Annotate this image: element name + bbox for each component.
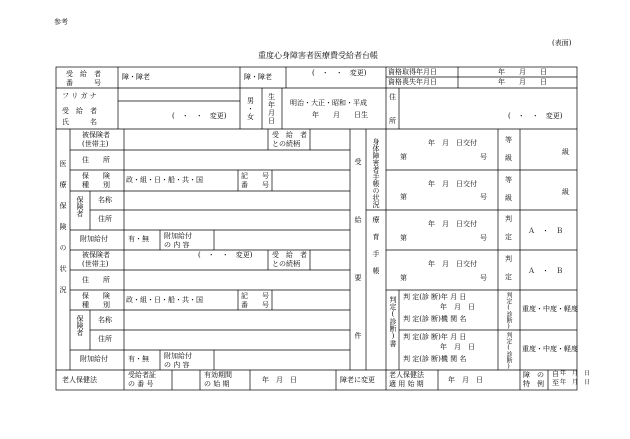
dob-value: 年 月 日生	[312, 111, 368, 119]
symbol-no-label-2: 記 号 番 号	[241, 292, 269, 309]
insurer-name-label-1: 名称	[98, 196, 112, 204]
judge-date-value-1: 年 月 日	[440, 303, 475, 311]
elderly-health-law-label: 老人保健法	[62, 376, 97, 384]
rehab-no-prefix-2: 第	[400, 274, 407, 282]
judge-date-label-2: 判 定(診 断)年 月 日	[403, 333, 467, 341]
handicap-type-2: 障・障老	[244, 73, 272, 81]
from-label: 自	[552, 370, 559, 378]
insurance-kinds-1: 政・組・日・船・共・国	[126, 176, 203, 184]
reference-label: 参考	[54, 18, 68, 26]
page-title: 重度心身障害者医療費受給者台帳	[258, 51, 378, 60]
grade-unit-1: 級	[562, 148, 569, 156]
insurance-type-label-1: 保 険 種 別	[82, 172, 110, 189]
from-date: 年 月 日	[560, 370, 591, 377]
grade-label-2: 等 級	[505, 176, 512, 202]
supplement-yes-no-2: 有・無	[128, 355, 149, 363]
furigana-label: フ リ ガ ナ	[62, 92, 97, 100]
medical-insurance-section-label: 医療保険の状況	[59, 160, 67, 307]
symbol-no-label-1: 記 号 番 号	[241, 172, 269, 189]
judgement-ab-1: Ａ ・ Ｂ	[528, 227, 563, 235]
change-to-elderly-label: 障老に変更	[340, 376, 375, 384]
recipient-name-label: 受 給 者 氏 名	[62, 107, 97, 126]
physical-no-suffix-1: 号	[480, 153, 487, 161]
address-label: 住 所	[389, 93, 396, 125]
insured-label-2: 被保険者 (世帯主)	[82, 251, 110, 268]
elderly-applied-date: 年 月 日	[448, 376, 483, 384]
supplement-content-label-1: 附加給付 の 内 容	[164, 232, 192, 249]
eligibility-lost-label: 資格喪失年月日	[388, 78, 437, 86]
grade-unit-2: 級	[562, 188, 569, 196]
physical-no-prefix-2: 第	[400, 193, 407, 201]
valid-start-label: 有効期間 の 始 期	[204, 371, 232, 388]
eligibility-acquired-date: 年 月 日	[498, 68, 547, 76]
dob-label: 生 年 月 日	[268, 93, 275, 125]
physical-issue-date-2: 年 月 日交付	[428, 180, 477, 188]
judge-org-label-1: 判 定(診 断)機 関 名	[403, 315, 467, 323]
diagnosis-doc-label: 判定(診断)書	[389, 296, 397, 347]
judge-diag-label-1: 判定(診断)	[505, 292, 512, 330]
to-label: 至	[552, 379, 559, 387]
judge-org-label-2: 判 定(診 断)機 関 名	[403, 355, 467, 363]
handicap-type-1: 障・障老	[122, 73, 150, 81]
era-options: 明治・大正・昭和・平成	[290, 99, 367, 107]
recipient-change-date: ( ・ ・ 変更)	[312, 69, 367, 77]
edition-label: (表面)	[552, 39, 572, 47]
special-label: 障 の 特 例	[523, 371, 544, 388]
insurance-type-label-2: 保 険 種 別	[82, 292, 110, 309]
physical-no-suffix-2: 号	[480, 193, 487, 201]
name-change-date: ( ・ ・ 変更)	[172, 112, 227, 120]
address-label-2: 住 所	[82, 276, 110, 284]
eligibility-lost-date: 年 月 日	[498, 78, 547, 86]
insurer-label-1: 保険者	[76, 196, 84, 217]
rehab-cert-label: 療育手帳	[372, 216, 380, 284]
address-change-date: ( ・ ・ 変更)	[508, 112, 563, 120]
insurer-name-label-2: 名称	[98, 316, 112, 324]
insurance-kinds-2: 政・組・日・船・共・国	[126, 296, 203, 304]
valid-start-date: 年 月 日	[262, 376, 297, 384]
gender-label: 男 ・ 女	[247, 97, 254, 121]
judge-diag-label-2: 判定(診断)	[505, 332, 512, 370]
physical-no-prefix-1: 第	[400, 153, 407, 161]
insurer-address-label-1: 住所	[98, 215, 112, 223]
rehab-no-suffix-2: 号	[480, 274, 487, 282]
supplement-content-label-2: 附加給付 の 内 容	[164, 352, 192, 369]
elderly-applied-label: 老人保健法 適 用 始 期	[389, 371, 424, 388]
rehab-no-prefix-1: 第	[400, 234, 407, 242]
judgement-label-1: 判 定	[505, 215, 512, 241]
requirements-section-label: 受 給 要 件	[354, 158, 362, 361]
eligibility-acquired-label: 資格取得年月日	[388, 68, 437, 76]
physical-issue-date-1: 年 月 日交付	[428, 139, 477, 147]
rehab-issue-date-2: 年 月 日交付	[428, 260, 477, 268]
relationship-label-1: 受 給 者 との続柄	[272, 131, 307, 148]
physical-cert-label: 身体障害者手帳の状況	[372, 138, 380, 208]
severity-options-1: 重度・中度・軽度	[522, 305, 578, 313]
cert-no-label: 受給者証 の 番 号	[128, 371, 156, 388]
to-date: 年 月 日	[560, 379, 591, 386]
insurer-address-label-2: 住所	[98, 335, 112, 343]
severity-options-2: 重度・中度・軽度	[522, 345, 578, 353]
supplement-yes-no-1: 有・無	[128, 235, 149, 243]
relationship-label-2: 受 給 者 との続柄	[272, 251, 307, 268]
insurer-label-2: 保険者	[76, 315, 84, 336]
rehab-no-suffix-1: 号	[480, 234, 487, 242]
supplement-label-2: 附加給付	[80, 355, 108, 363]
judgement-label-2: 判 定	[505, 255, 512, 281]
address-label-1: 住 所	[82, 156, 110, 164]
recipient-no-label: 受 給 者 番 号	[66, 70, 101, 87]
judge-date-value-2: 年 月 日	[440, 343, 475, 351]
judge-date-label-1: 判 定(診 断)年 月 日	[403, 293, 467, 301]
supplement-label-1: 附加給付	[80, 235, 108, 243]
rehab-issue-date-1: 年 月 日交付	[428, 220, 477, 228]
insured-change-date-2: ( ・ ・ 変更)	[198, 251, 253, 259]
grade-label-1: 等 級	[505, 136, 512, 162]
insured-label-1: 被保険者 (世帯主)	[82, 131, 110, 148]
judgement-ab-2: Ａ ・ Ｂ	[528, 267, 563, 275]
